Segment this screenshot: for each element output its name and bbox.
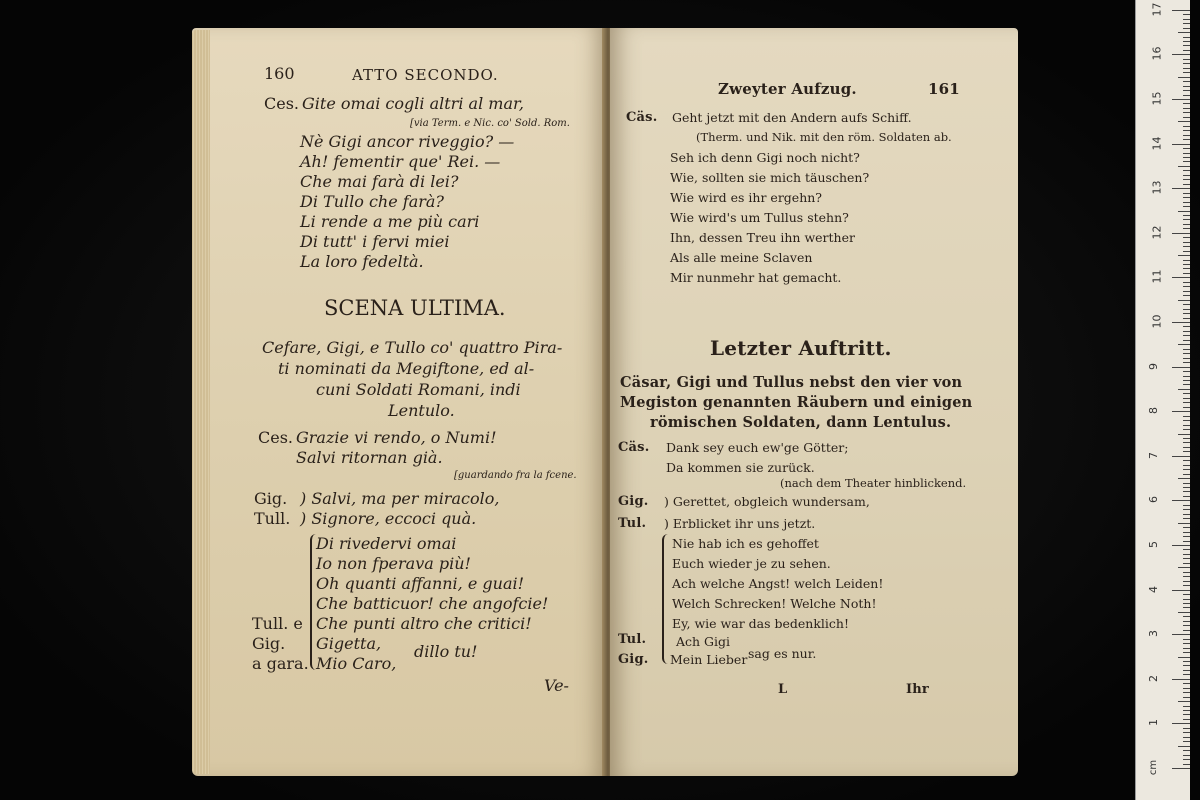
ruler-tick — [1183, 103, 1190, 104]
ruler-tick — [1183, 674, 1190, 675]
ruler-number: 4 — [1147, 585, 1160, 593]
ruler-tick — [1183, 170, 1190, 171]
ruler-tick — [1183, 273, 1190, 274]
ruler-number: 10 — [1150, 314, 1164, 329]
ruler-tick — [1183, 126, 1190, 127]
ruler-tick — [1178, 300, 1190, 301]
stage-direction: (Therm. und Nik. mit den röm. Soldaten ab. — [696, 130, 952, 144]
ruler-tick — [1183, 184, 1190, 185]
ruler-tick — [1183, 603, 1190, 604]
scene-cast-line: Cefare, Gigi, e Tullo co' quattro Pira- — [262, 338, 563, 357]
ruler-tick — [1183, 563, 1190, 564]
stage-direction: [via Term. e Nic. co' Sold. Rom. — [410, 118, 570, 129]
scene-cast-line: ti nominati da Megiftone, ed al- — [278, 359, 535, 378]
ruler-tick — [1178, 389, 1190, 390]
speaker-label: Tull. e — [252, 614, 303, 633]
ruler-tick — [1183, 28, 1190, 29]
ruler-tick — [1183, 652, 1190, 653]
ruler-tick — [1183, 153, 1190, 154]
ruler-tick — [1183, 215, 1190, 216]
speaker-label: Gig. — [618, 652, 649, 667]
speaker-label: Gig. — [252, 634, 286, 653]
ruler-tick — [1183, 759, 1190, 760]
catchword: Ve- — [544, 676, 569, 695]
ruler-tick — [1183, 139, 1190, 140]
ruler-tick — [1172, 590, 1190, 591]
ruler-number: 13 — [1150, 180, 1164, 195]
ruler-tick — [1183, 750, 1190, 751]
verse-line: Wie, sollten sie mich täuschen? — [670, 170, 870, 185]
ruler-tick — [1183, 741, 1190, 742]
ruler-tick — [1183, 728, 1190, 729]
measuring-ruler — [1135, 0, 1190, 800]
verse-line: sag es nur. — [748, 646, 817, 661]
ruler-number: 3 — [1147, 630, 1160, 638]
ruler-tick — [1183, 621, 1190, 622]
ruler-tick — [1178, 77, 1190, 78]
verse-line: Gigetta, — [316, 634, 382, 653]
ruler-tick — [1183, 112, 1190, 113]
ruler-tick — [1183, 206, 1190, 207]
ruler-tick — [1183, 193, 1190, 194]
ruler-tick — [1172, 545, 1190, 546]
page-edges — [192, 30, 210, 774]
ruler-number: 8 — [1147, 407, 1160, 415]
scene-cast-line: römischen Soldaten, dann Lentulus. — [650, 414, 952, 431]
ruler-tick — [1183, 661, 1190, 662]
ruler-tick — [1178, 32, 1190, 33]
ruler-tick — [1183, 585, 1190, 586]
ruler-tick — [1183, 576, 1190, 577]
ruler-number: 11 — [1150, 269, 1164, 284]
ruler-tick — [1183, 469, 1190, 470]
ruler-tick — [1183, 599, 1190, 600]
ruler-tick — [1172, 768, 1190, 769]
ruler-tick — [1183, 420, 1190, 421]
speaker-label: Cäs. — [618, 440, 650, 455]
ruler-tick — [1183, 429, 1190, 430]
verse-line: Wie wird es ihr ergehn? — [670, 190, 823, 205]
ruler-tick — [1178, 567, 1190, 568]
ruler-number: 17 — [1150, 2, 1164, 17]
ruler-tick — [1183, 648, 1190, 649]
verse-line: ) Gerettet, obgleich wundersam, — [664, 494, 870, 509]
ruler-tick — [1183, 326, 1190, 327]
ruler-tick — [1183, 616, 1190, 617]
ruler-tick — [1183, 161, 1190, 162]
ruler-tick — [1183, 670, 1190, 671]
verse-line: Salvi ritornan già. — [296, 448, 443, 467]
ruler-tick — [1183, 732, 1190, 733]
verse-line: Di Tullo che farà? — [300, 192, 445, 211]
ruler-tick — [1183, 179, 1190, 180]
ruler-tick — [1183, 260, 1190, 261]
ruler-tick — [1183, 197, 1190, 198]
verse-line: Als alle meine Sclaven — [670, 250, 813, 265]
ruler-tick — [1178, 255, 1190, 256]
verse-line: Che mai farà di lei? — [300, 172, 459, 191]
ruler-tick — [1183, 72, 1190, 73]
ruler-tick — [1178, 434, 1190, 435]
ruler-tick — [1183, 291, 1190, 292]
ruler-number: 2 — [1147, 674, 1160, 682]
ruler-number: 15 — [1150, 91, 1164, 106]
ruler-tick — [1183, 407, 1190, 408]
ruler-tick — [1183, 554, 1190, 555]
ruler-tick — [1183, 643, 1190, 644]
ruler-number: 9 — [1147, 362, 1160, 370]
verse-line: Wie wird's um Tullus stehn? — [670, 210, 849, 225]
ruler-tick — [1183, 286, 1190, 287]
ruler-tick — [1172, 144, 1190, 145]
speaker-label: Cäs. — [626, 110, 658, 125]
verse-line: Ey, wie war das bedenklich! — [672, 616, 849, 631]
verse-line: ) Erblicket ihr uns jetzt. — [664, 516, 816, 531]
speaker-label: Ces. — [264, 94, 300, 113]
ruler-tick — [1183, 50, 1190, 51]
verse-line: Io non fperava più! — [316, 554, 471, 573]
verse-line: Mir nunmehr hat gemacht. — [670, 270, 842, 285]
verse-line: Euch wieder je zu sehen. — [672, 556, 831, 571]
ruler-tick — [1183, 362, 1190, 363]
speaker-label: Ces. — [258, 428, 294, 447]
verse-line: Ach Gigi — [676, 634, 731, 649]
ruler-tick — [1172, 99, 1190, 100]
ruler-tick — [1183, 665, 1190, 666]
ruler-tick — [1178, 657, 1190, 658]
scene-title: SCENA ULTIMA. — [324, 296, 506, 320]
ruler-tick — [1172, 233, 1190, 234]
verse-line: Ach welche Angst! welch Leiden! — [672, 576, 884, 591]
ruler-tick — [1183, 14, 1190, 15]
ruler-tick — [1183, 37, 1190, 38]
verse-line: La loro fedeltà. — [300, 252, 424, 271]
ruler-tick — [1183, 331, 1190, 332]
ruler-tick — [1183, 737, 1190, 738]
ruler-tick — [1172, 500, 1190, 501]
ruler-tick — [1183, 496, 1190, 497]
ruler-tick — [1178, 612, 1190, 613]
ruler-tick — [1178, 746, 1190, 747]
speaker-label: Tul. — [618, 632, 647, 647]
ruler-tick — [1183, 309, 1190, 310]
ruler-tick — [1183, 541, 1190, 542]
ruler-tick — [1183, 23, 1190, 24]
ruler-tick — [1183, 384, 1190, 385]
verse-line: Nè Gigi ancor riveggio? — — [300, 132, 515, 151]
ruler-tick — [1183, 514, 1190, 515]
verse-line: Welch Schrecken! Welche Noth! — [672, 596, 877, 611]
ruler-tick — [1183, 438, 1190, 439]
ruler-tick — [1183, 242, 1190, 243]
ruler-tick — [1183, 393, 1190, 394]
ruler-tick — [1183, 371, 1190, 372]
ruler-tick — [1183, 491, 1190, 492]
ruler-tick — [1183, 157, 1190, 158]
verse-line: Dank sey euch ew'ge Götter; — [666, 440, 849, 455]
right-page — [610, 28, 1018, 776]
ruler-tick — [1183, 714, 1190, 715]
ruler-tick — [1183, 416, 1190, 417]
ruler-tick — [1183, 304, 1190, 305]
ruler-tick — [1172, 277, 1190, 278]
ruler-tick — [1183, 282, 1190, 283]
ruler-tick — [1183, 630, 1190, 631]
ruler-tick — [1172, 456, 1190, 457]
ruler-tick — [1183, 683, 1190, 684]
stage-direction: (nach dem Theater hinblickend. — [780, 476, 967, 490]
verse-line: Di tutt' i fervi miei — [300, 232, 450, 251]
ruler-tick — [1183, 135, 1190, 136]
brace — [662, 534, 670, 664]
ruler-tick — [1183, 130, 1190, 131]
ruler-tick — [1183, 81, 1190, 82]
speaker-label: Tull. — [254, 509, 291, 528]
ruler-tick — [1178, 166, 1190, 167]
scene-cast-line: Megiston genannten Räubern und einigen — [620, 394, 973, 411]
scene-cast-line: Lentulo. — [388, 401, 455, 420]
ruler-tick — [1183, 219, 1190, 220]
ruler-tick — [1183, 246, 1190, 247]
ruler-tick — [1183, 442, 1190, 443]
ruler-tick — [1183, 625, 1190, 626]
ruler-tick — [1183, 376, 1190, 377]
ruler-tick — [1183, 402, 1190, 403]
ruler-tick — [1183, 581, 1190, 582]
ruler-tick — [1183, 594, 1190, 595]
verse-line: Di rivedervi omai — [316, 534, 457, 553]
ruler-tick — [1178, 701, 1190, 702]
ruler-tick — [1183, 202, 1190, 203]
ruler-number: 14 — [1150, 136, 1164, 151]
ruler-tick — [1183, 68, 1190, 69]
ruler-tick — [1183, 572, 1190, 573]
ruler-tick — [1183, 518, 1190, 519]
running-head-right: Zweyter Aufzug. — [718, 80, 857, 98]
ruler-tick — [1183, 380, 1190, 381]
ruler-tick — [1183, 264, 1190, 265]
ruler-tick — [1183, 465, 1190, 466]
scene-title: Letzter Auftritt. — [710, 336, 892, 360]
ruler-tick — [1183, 335, 1190, 336]
ruler-tick — [1183, 483, 1190, 484]
verse-line: Geht jetzt mit den Andern aufs Schiff. — [672, 110, 912, 125]
ruler-number: 1 — [1147, 719, 1160, 727]
ruler-number: 7 — [1147, 451, 1160, 459]
verse-line: Nie hab ich es gehoffet — [672, 536, 819, 551]
ruler-tick — [1183, 688, 1190, 689]
ruler-tick — [1183, 719, 1190, 720]
ruler-tick — [1172, 411, 1190, 412]
open-book — [192, 28, 1022, 776]
scene-cast-line: cuni Soldati Romani, indi — [316, 380, 521, 399]
ruler-tick — [1178, 211, 1190, 212]
ruler-tick — [1183, 639, 1190, 640]
ruler-tick — [1183, 487, 1190, 488]
left-page — [192, 28, 606, 776]
verse-line: dillo tu! — [414, 642, 478, 661]
ruler-tick — [1183, 710, 1190, 711]
ruler-tick — [1183, 148, 1190, 149]
ruler-tick — [1183, 349, 1190, 350]
ruler-tick — [1172, 322, 1190, 323]
ruler-tick — [1183, 45, 1190, 46]
ruler-tick — [1183, 509, 1190, 510]
ruler-tick — [1183, 447, 1190, 448]
ruler-tick — [1183, 398, 1190, 399]
ruler-tick — [1183, 86, 1190, 87]
verse-line: Grazie vi rendo, o Numi! — [296, 428, 497, 447]
verse-line: Mio Caro, — [316, 654, 397, 673]
ruler-tick — [1183, 108, 1190, 109]
verse-line: Ihn, dessen Treu ihn werther — [670, 230, 855, 245]
ruler-tick — [1183, 706, 1190, 707]
ruler-number: 5 — [1147, 541, 1160, 548]
ruler-tick — [1183, 117, 1190, 118]
page-number-right: 161 — [928, 80, 960, 98]
ruler-tick — [1183, 175, 1190, 176]
ruler-tick — [1183, 228, 1190, 229]
verse-line: Che batticuor! che angofcie! — [316, 594, 549, 613]
ruler-tick — [1183, 505, 1190, 506]
verse-line: ) Signore, eccoci quà. — [300, 509, 477, 528]
catchword: Ihr — [906, 682, 929, 697]
verse-line: Seh ich denn Gigi noch nicht? — [670, 150, 860, 165]
ruler-tick — [1172, 10, 1190, 11]
ruler-tick — [1183, 607, 1190, 608]
ruler-tick — [1183, 527, 1190, 528]
ruler-tick — [1183, 340, 1190, 341]
ruler-tick — [1172, 188, 1190, 189]
speaker-label: Gig. — [618, 494, 649, 509]
ruler-tick — [1172, 634, 1190, 635]
ruler-tick — [1178, 344, 1190, 345]
ruler-tick — [1183, 358, 1190, 359]
ruler-tick — [1183, 224, 1190, 225]
ruler-tick — [1172, 367, 1190, 368]
page-number-left: 160 — [264, 64, 295, 83]
ruler-tick — [1183, 318, 1190, 319]
ruler-tick — [1183, 425, 1190, 426]
ruler-tick — [1183, 451, 1190, 452]
ruler-tick — [1183, 59, 1190, 60]
ruler-tick — [1183, 237, 1190, 238]
ruler-tick — [1183, 19, 1190, 20]
ruler-tick — [1183, 41, 1190, 42]
verse-line: ) Salvi, ma per miracolo, — [300, 489, 500, 508]
verse-line: Che punti altro che critici! — [316, 614, 532, 633]
ruler-tick — [1172, 679, 1190, 680]
ruler-tick — [1178, 523, 1190, 524]
signature-mark: L — [778, 682, 788, 697]
ruler-tick — [1183, 697, 1190, 698]
ruler-number: 6 — [1147, 496, 1160, 504]
speaker-label: Gig. — [254, 489, 288, 508]
ruler-tick — [1183, 353, 1190, 354]
ruler-tick — [1183, 474, 1190, 475]
verse-line: Da kommen sie zurück. — [666, 460, 815, 475]
verse-line: Ah! fementir que' Rei. — — [300, 152, 501, 171]
ruler-tick — [1183, 755, 1190, 756]
ruler-tick — [1178, 121, 1190, 122]
ruler-unit: cm — [1148, 759, 1160, 776]
verse-line: Gite omai cogli altri al mar, — [302, 94, 524, 113]
ruler-tick — [1178, 478, 1190, 479]
verse-line: Mein Lieber — [670, 652, 748, 667]
ruler-tick — [1183, 63, 1190, 64]
ruler-tick — [1183, 460, 1190, 461]
ruler-tick — [1183, 536, 1190, 537]
ruler-tick — [1183, 764, 1190, 765]
ruler-tick — [1183, 295, 1190, 296]
ruler-tick — [1172, 54, 1190, 55]
ruler-tick — [1183, 95, 1190, 96]
speaker-label: Tul. — [618, 516, 647, 531]
ruler-tick — [1183, 313, 1190, 314]
ruler-tick — [1183, 692, 1190, 693]
ruler-tick — [1183, 532, 1190, 533]
ruler-tick — [1183, 90, 1190, 91]
ruler-number: 12 — [1150, 225, 1164, 240]
ruler-tick — [1183, 268, 1190, 269]
running-head-left: ATTO SECONDO. — [352, 66, 499, 84]
stage-direction: [guardando fra la fcene. — [454, 470, 577, 481]
ruler-tick — [1183, 251, 1190, 252]
speaker-label: a gara. — [252, 654, 309, 673]
ruler-tick — [1172, 723, 1190, 724]
scene-cast-line: Cäsar, Gigi und Tullus nebst den vier von — [620, 374, 963, 391]
ruler-tick — [1183, 549, 1190, 550]
ruler-tick — [1183, 558, 1190, 559]
ruler-number: 16 — [1150, 46, 1164, 61]
verse-line: Li rende a me più cari — [300, 212, 480, 231]
verse-line: Oh quanti affanni, e guai! — [316, 574, 525, 593]
